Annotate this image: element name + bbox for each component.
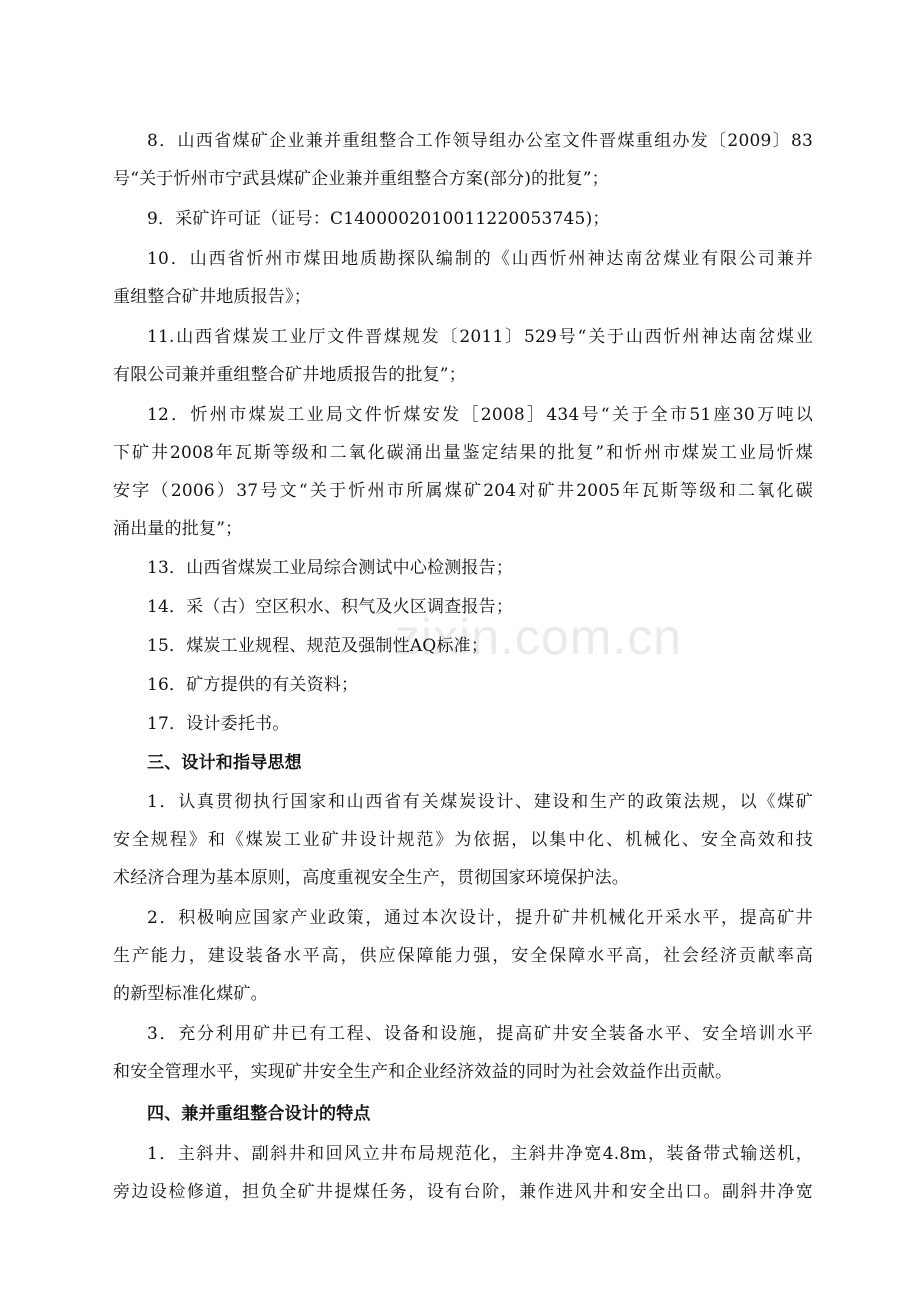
ref-11-line-1: 11.山西省煤炭工业厅文件晋煤规发〔2011〕529号“关于山西忻州神达南岔煤业 (147, 327, 813, 347)
ref-13: 13．山西省煤炭工业局综合测试中心检测报告； (147, 558, 514, 578)
point-3-2-line-3: 的新型标准化煤矿。 (113, 984, 268, 1004)
point-3-1-line-1: 1．认真贯彻执行国家和山西省有关煤炭设计、建设和生产的政策法规，以《煤矿 (147, 792, 813, 812)
ref-12-line-3: 安字（2006）37号文“关于忻州市所属煤矿204对矿井2005年瓦斯等级和二氧化碳 (113, 481, 813, 501)
point-3-3-line-1: 3．充分利用矿井已有工程、设备和设施，提高矿井安全装备水平、安全培训水平 (147, 1024, 813, 1044)
point-3-3-line-2: 和安全管理水平，实现矿井安全生产和企业经济效益的同时为社会效益作出贡献。 (113, 1062, 733, 1082)
ref-12-line-2: 下矿井2008年瓦斯等级和二氧化碳涌出量鉴定结果的批复”和忻州市煤炭工业局忻煤 (113, 443, 813, 463)
ref-11-line-2: 有限公司兼并重组整合矿井地质报告的批复”； (113, 365, 466, 385)
ref-14: 14．采（古）空区积水、积气及火区调查报告； (147, 597, 514, 617)
point-4-1-line-1: 1．主斜井、副斜井和回风立井布局规范化，主斜井净宽4.8m，装备带式输送机， (147, 1144, 813, 1164)
point-3-2-line-2: 生产能力，建设装备水平高，供应保障能力强，安全保障水平高，社会经济贡献率高 (113, 946, 813, 966)
watermark: zixin.com.cn (395, 609, 683, 665)
point-3-1-line-3: 术经济合理为基本原则，高度重视安全生产，贯彻国家环境保护法。 (113, 868, 629, 888)
section-3-heading: 三、设计和指导思想 (147, 753, 302, 773)
ref-10-line-1: 10．山西省忻州市煤田地质勘探队编制的《山西忻州神达南岔煤业有限公司兼并 (147, 249, 813, 269)
section-4-heading: 四、兼并重组整合设计的特点 (147, 1104, 371, 1124)
ref-15: 15．煤炭工业规程、规范及强制性AQ标准； (147, 636, 489, 656)
ref-12-line-1: 12．忻州市煤炭工业局文件忻煤安发［2008］434号“关于全市51座30万吨以 (147, 405, 813, 425)
point-3-2-line-1: 2．积极响应国家产业政策，通过本次设计，提升矿井机械化开采水平，提高矿井 (147, 908, 813, 928)
ref-10-line-2: 重组整合矿井地质报告》； (113, 287, 311, 307)
ref-17: 17．设计委托书。 (147, 714, 290, 734)
ref-8-line-1: 8．山西省煤矿企业兼并重组整合工作领导组办公室文件晋煤重组办发〔2009〕83 (147, 131, 813, 151)
ref-9: 9．采矿许可证（证号：C1400002010011220053745)； (147, 209, 610, 229)
point-3-1-line-2: 安全规程》和《煤炭工业矿井设计规范》为依据，以集中化、机械化、安全高效和技 (113, 830, 813, 850)
ref-8-line-2: 号“关于忻州市宁武县煤矿企业兼并重组整合方案(部分)的批复”； (113, 169, 609, 189)
point-4-1-line-2: 旁边设检修道，担负全矿井提煤任务，设有台阶，兼作进风井和安全出口。副斜井净宽 (113, 1182, 813, 1202)
ref-12-line-4: 涌出量的批复”； (113, 519, 243, 539)
ref-16: 16．矿方提供的有关资料； (147, 675, 359, 695)
